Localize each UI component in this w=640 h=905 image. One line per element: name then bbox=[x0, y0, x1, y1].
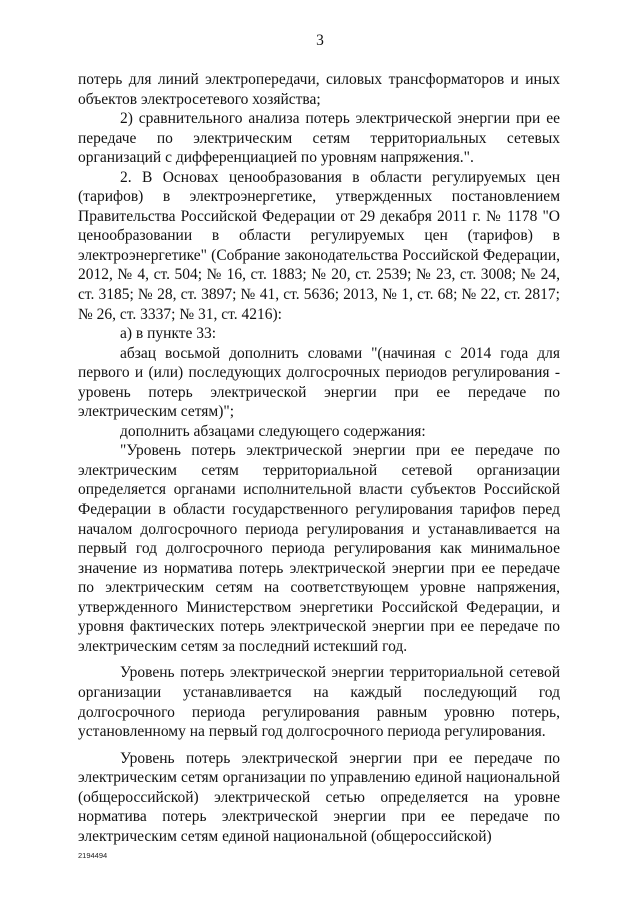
paragraph-losses-objects: потерь для линий электропередачи, силовых трансформаторов и иных объектов электросетевого хозяйства; bbox=[78, 71, 560, 108]
paragraph-pricing-basics: 2. В Основах ценообразования в области регулируемых цен (тарифов) в электроэнергетике, утвержденных постановлением Правительства Российской Федерации от 29 декабря 2011 г. № 1178 "О ценообразовании в области регулируемых цен (тарифов) в электроэнергетике" (Собрание законодательства Российской Федерации, 2012, № 4, ст. 504; № 16, ст. 1883; № 20, ст. 2539; № 23, ст. 3008; № 24, ст. 3185; № 28, ст. 3897; № 41, ст. 5636; 2013, № 1, ст. 68; № 22, ст. 2817; № 26, ст. 3337; № 31, ст. 4216): bbox=[78, 168, 560, 323]
document-code: 2194494 bbox=[78, 851, 108, 860]
paragraph-loss-level-tso: "Уровень потерь электрической энергии при ее передаче по электрическим сетям территориальной сетевой организации определяется органами исполнительной власти субъектов Российской Федерации в области государственного регулирования тарифов перед началом долгосрочного периода регулирования и устанавливается на первый год долгосрочного периода регулирования как минимальное значение из норматива потерь электрической энергии при ее передаче по электрическим сетям на соответствующем уровне напряжения, утвержденного Министерством энергетики Российской Федерации, и уровня фактических потерь электрической энергии при ее передаче по электрическим сетям за последний истекший год. bbox=[78, 442, 560, 655]
document-body bbox=[78, 70, 560, 846]
paragraph-comparative-analysis: 2) сравнительного анализа потерь электрической энергии при ее передаче по электрическим сетям территориальных сетевых организаций с дифференциацией по уровням напряжения.". bbox=[78, 110, 560, 167]
paragraph-item-33: а) в пункте 33: bbox=[120, 325, 217, 343]
page-number: 3 bbox=[316, 32, 324, 49]
paragraph-add-abzacs: дополнить абзацами следующего содержания: bbox=[120, 422, 426, 440]
paragraph-loss-level-subsequent: Уровень потерь электрической энергии территориальной сетевой организации устанавливается на каждый последующий год долгосрочного периода регулирования равным уровню потерь, установленному на первый год долгосрочного периода регулирования. bbox=[78, 664, 560, 741]
paragraph-eighth-abzac: абзац восьмой дополнить словами "(начиная с 2014 года для первого и (или) последующих долгосрочных периодов регулирования - уровень потерь электрической энергии при ее передаче по электрическим сетям)"; bbox=[78, 344, 560, 421]
paragraph-loss-level-national-grid: Уровень потерь электрической энергии при ее передаче по электрическим сетям организации по управлению единой национальной (общероссийской) электрической сетью определяется на уровне норматива потерь электрической энергии при ее передаче по электрическим сетям единой национальной (общероссийской) bbox=[78, 749, 560, 845]
